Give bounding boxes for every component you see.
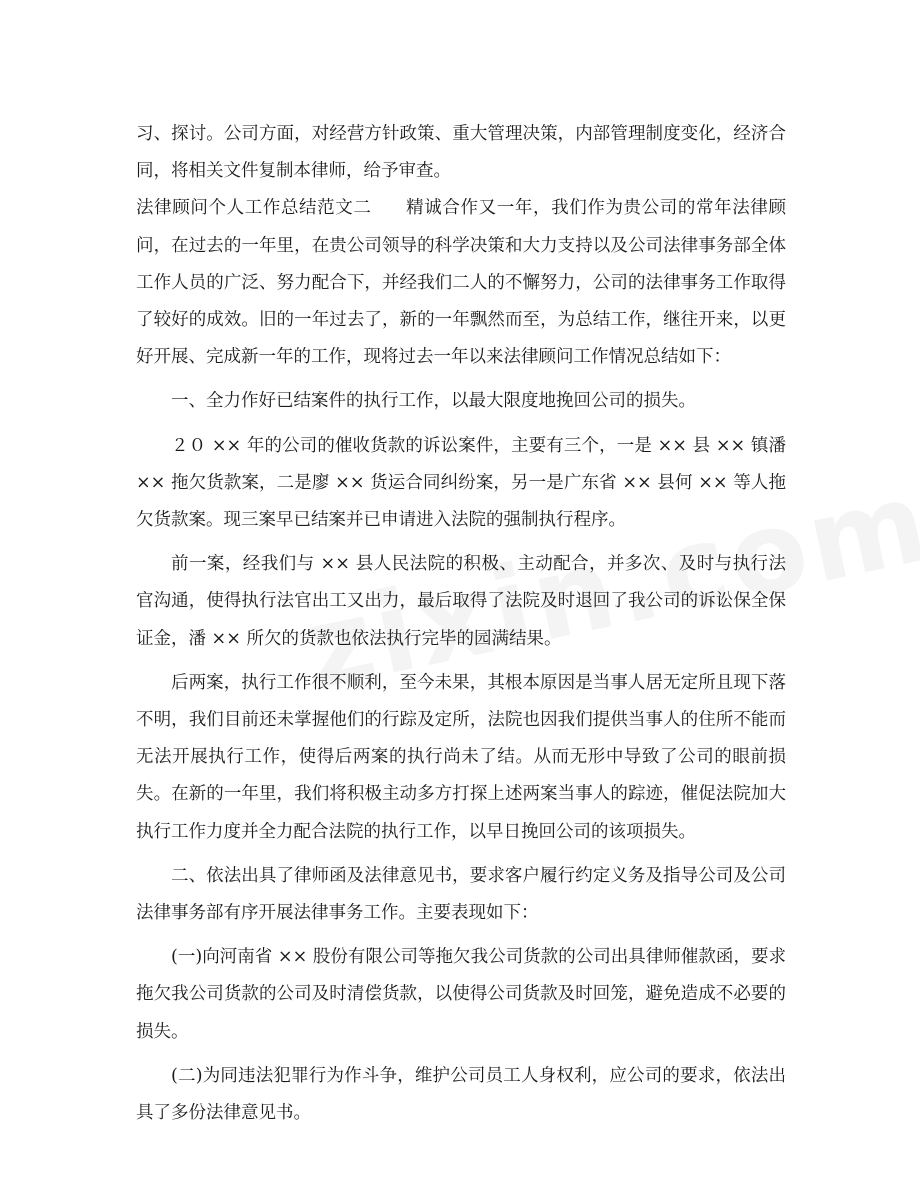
intro-text: 精诚合作又一年，我们作为贵公司的常年法律顾问，在过去的一年里，在贵公司领导的科学决策和大力支持以及公司法律事务部全体工作人员的广泛、努力配合下，并经我们二人的不懈努力，公司的法律事务工作取得了较好的成效。旧的一年过去了，新的一年飘然而至，为总结工作，继往开来，以更好开展、完成新一年的工作，现将过去一年以来法律顾问工作情况总结如下： — [136, 198, 787, 368]
paragraph-first-case: 前一案，经我们与 ×× 县人民法院的积极、主动配合，并多次、及时与执行法官沟通，使得执行法官出工又出力，最后取得了法院及时退回了我公司的诉讼保全保证金，潘 ×× 所欠的货款也依法执行完毕的园满结果。 — [136, 554, 786, 649]
heading-one: 一、全力作好已结案件的执行工作，以最大限度地挽回公司的损失。 — [171, 391, 696, 412]
section-title: 法律顾问个人工作总结范文二 — [136, 198, 372, 219]
paragraph-other-cases: 后两案，执行工作很不顺利，至今未果，其根本原因是当事人居无定所且现下落不明，我们目前还未掌握他们的行踪及定所，法院也因我们提供当事人的住所不能而无法开展执行工作，使得后两案的执行尚未了结。从而无形中导致了公司的眼前损失。在新的一年里，我们将积极主动多方打探上述两案当事人的踪迹，催促法院加大执行工作力度并全力配合法院的执行工作，以早日挽回公司的该项损失。 — [136, 672, 786, 842]
item-two: (二)为同违法犯罪行为作斗争，维护公司员工人身权利，应公司的要求，依法出具了多份法律意见书。 — [136, 1065, 786, 1124]
document-body — [136, 116, 786, 1132]
paragraph-continuation: 习、探讨。公司方面，对经营方针政策、重大管理决策，内部管理制度变化，经济合同，将相关文件复制本律师，给予审查。 — [136, 124, 786, 182]
heading-two: 二、依法出具了律师函及法律意见书，要求客户履行约定义务及指导公司及公司法律事务部有序开展法律事务工作。主要表现如下： — [136, 865, 786, 924]
paragraph-cases: ２０ ×× 年的公司的催收货款的诉讼案件，主要有三个，一是 ×× 县 ×× 镇潘 ×× 拖欠货款案，二是廖 ×× 货运合同纠纷案，另一是广东省 ×× 县何 ×× 等人拖欠货款案。现三案早已结案并已申请进入法院的强制执行程序。 — [136, 435, 786, 531]
paragraph-intro — [136, 190, 786, 376]
item-one: (一)向河南省 ×× 股份有限公司等拖欠我公司货款的公司出具律师催款函，要求拖欠我公司货款的公司及时清偿货款，以使得公司货款及时回笼，避免造成不必要的损失。 — [136, 947, 786, 1042]
